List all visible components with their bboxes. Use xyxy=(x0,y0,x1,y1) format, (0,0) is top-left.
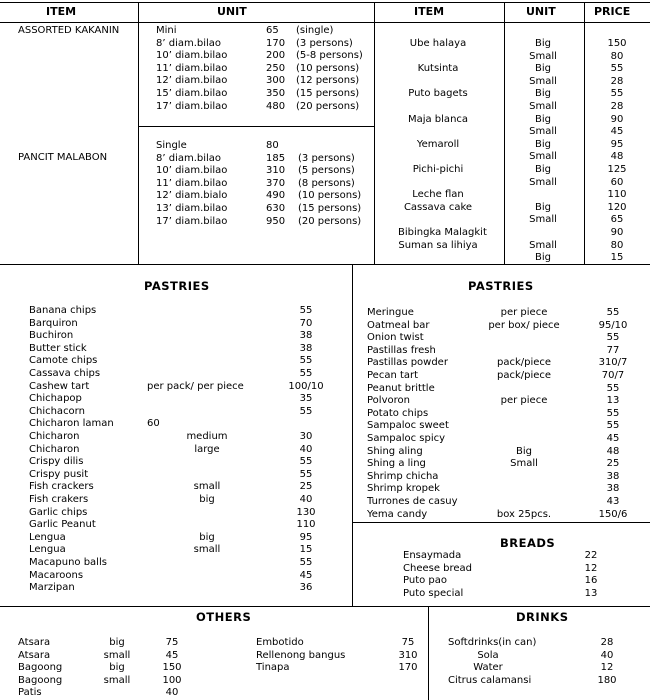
kakanin-item-row-price: 55 xyxy=(610,88,624,100)
kakanin-row-price: 250 xyxy=(266,62,286,74)
pastry-row-name: Chicharon laman xyxy=(29,418,114,430)
pastry-row-price: 95/10 xyxy=(598,319,628,331)
pancit-row-price: 370 xyxy=(266,177,286,189)
header-unit: UNIT xyxy=(217,5,247,18)
drinks-title: DRINKS xyxy=(516,610,569,624)
pancit-row-size: 8’ diam.bilao xyxy=(156,152,222,164)
pastry-row-unit: pack/piece xyxy=(496,370,552,381)
kakanin-item-row-item: Maja blanca xyxy=(407,113,469,125)
pastry-row-price: 55 xyxy=(299,456,313,468)
others-row-price: 40 xyxy=(165,687,179,699)
kakanin-item-row-price: 120 xyxy=(607,201,627,213)
kakanin-row-price: 200 xyxy=(266,50,286,62)
kakanin-item-row-item: Pichi-pichi xyxy=(412,164,464,175)
pastry-row-unit: small xyxy=(193,481,221,493)
kakanin-item-row-price: 28 xyxy=(610,101,624,112)
kakanin-item-row-unit: Small xyxy=(529,50,557,62)
pastry-row-unit: box 25pcs. xyxy=(496,508,552,520)
kakanin-item-row-price: 45 xyxy=(610,126,624,138)
pastry-row-name: Fish crackers xyxy=(29,481,94,493)
pastry-row-name: Buchiron xyxy=(29,330,74,342)
pastry-row-price: 25 xyxy=(606,458,620,470)
kakanin-row-size: Mini xyxy=(156,25,177,36)
pastry-row-price: 45 xyxy=(606,433,620,444)
kakanin-item-row-unit: Small xyxy=(529,151,557,163)
kakanin-item-row-item: Cassava cake xyxy=(403,201,473,213)
others-title: OTHERS xyxy=(196,610,252,624)
pastry-row-price: 38 xyxy=(606,483,620,495)
pancit-row-note: (3 persons) xyxy=(298,152,355,164)
pastry-row-name: Garlic chips xyxy=(29,506,88,518)
kakanin-item-row-item: Yemaroll xyxy=(416,138,460,150)
kakanin-item-row-unit: Big xyxy=(535,164,551,175)
pastry-row-unit: big xyxy=(199,531,215,543)
others-row-unit: big xyxy=(109,662,125,674)
others-row-price: 75 xyxy=(401,637,415,648)
kakanin-item-row-price: 15 xyxy=(610,252,624,264)
kakanin-row-price: 480 xyxy=(266,100,286,112)
pastry-row-name: Macapuno balls xyxy=(29,557,107,568)
kakanin-item-row-price: 60 xyxy=(610,176,624,188)
pastry-row-unit: medium xyxy=(186,431,228,442)
kakanin-item-row-unit: Big xyxy=(535,38,551,49)
drink-row-price: 12 xyxy=(600,662,614,674)
pastry-row-unit: big xyxy=(199,494,215,505)
pancit-row-price: 80 xyxy=(266,140,279,151)
kakanin-row-note: (3 persons) xyxy=(296,37,353,49)
pastry-row-price: 55 xyxy=(299,368,313,379)
others-row-name: Rellenong bangus xyxy=(256,649,346,661)
kakanin-item-row-price: 125 xyxy=(607,164,627,175)
rule-col1 xyxy=(138,2,139,264)
others-row-name: Atsara xyxy=(18,649,51,661)
bread-row-price: 16 xyxy=(584,575,598,587)
others-row-name: Patis xyxy=(18,687,42,699)
others-row-price: 45 xyxy=(165,649,179,661)
drink-row-name: Sola xyxy=(477,649,499,661)
pastry-row-name: Lengua xyxy=(29,544,66,556)
kakanin-item-row-unit: Big xyxy=(535,201,551,213)
pastry-row-unit: per piece xyxy=(500,395,548,407)
pancit-row-price: 310 xyxy=(266,165,286,177)
pastry-row-price: 55 xyxy=(299,468,313,480)
pastry-row-price: 55 xyxy=(606,307,620,318)
kakanin-row-price: 65 xyxy=(266,25,279,36)
bread-row-price: 13 xyxy=(584,587,598,599)
kakanin-row-price: 170 xyxy=(266,37,286,49)
pastry-row-unit: large xyxy=(194,443,220,455)
kakanin-row-note: (15 persons) xyxy=(296,88,360,99)
pastry-row-name: Potato chips xyxy=(367,407,429,419)
kakanin-item-row-price: 55 xyxy=(610,63,624,75)
kakanin-row-size: 8’ diam.bilao xyxy=(156,37,222,49)
kakanin-item-row-unit: Small xyxy=(529,126,557,138)
kakanin-row-size: 10’ diam.bilao xyxy=(156,50,228,62)
pastry-row-name: Lengua xyxy=(29,531,66,543)
pancit-row-note: (8 persons) xyxy=(298,177,355,189)
pastry-row-price: 35 xyxy=(299,393,313,405)
rule-top-section xyxy=(0,264,650,265)
pastry-row-price: 36 xyxy=(299,582,313,594)
pastry-row-name: Yema candy xyxy=(367,508,428,520)
pastry-row-price: 45 xyxy=(299,569,313,581)
pastry-row-unit: pack/piece xyxy=(496,357,552,369)
header-item: ITEM xyxy=(46,5,77,18)
kakanin-row-note: (single) xyxy=(296,25,334,36)
pastry-row-name: Camote chips xyxy=(29,355,98,367)
pastry-row-unit: 60 xyxy=(147,418,160,430)
pastry-row-price: 48 xyxy=(606,445,620,457)
pastry-row-price: 55 xyxy=(299,355,313,367)
pastry-row-price: 38 xyxy=(299,342,313,354)
pastry-row-name: Sampaloc spicy xyxy=(367,433,446,444)
pastry-row-name: Pastillas fresh xyxy=(367,344,436,356)
rule-breads xyxy=(352,522,650,523)
pastry-row-name: Butter stick xyxy=(29,342,87,354)
pastry-row-name: Cassava chips xyxy=(29,368,101,379)
pastry-row-price: 310/7 xyxy=(598,357,628,369)
pastry-row-price: 55 xyxy=(606,420,620,432)
pastry-row-name: Chichacorn xyxy=(29,405,85,417)
others-row-name: Embotido xyxy=(256,637,304,648)
pastry-row-name: Chicharon xyxy=(29,431,80,442)
pastry-row-price: 15 xyxy=(299,544,313,556)
pastry-row-price: 70/7 xyxy=(601,370,625,381)
pastry-row-price: 100/10 xyxy=(288,380,324,392)
kakanin-item-row-price: 90 xyxy=(610,113,624,125)
others-row-unit: big xyxy=(109,637,125,648)
others-row-name: Bagoong xyxy=(18,662,63,674)
kakanin-item-row-price: 28 xyxy=(610,75,624,87)
kakanin-row-size: 15’ diam.bilao xyxy=(156,88,228,99)
pastry-row-price: 77 xyxy=(606,344,620,356)
kakanin-item-row-price: 90 xyxy=(610,227,624,238)
kakanin-row-note: (20 persons) xyxy=(296,100,360,112)
pastry-row-price: 55 xyxy=(299,305,313,316)
others-row-name: Atsara xyxy=(18,637,51,648)
pastry-row-name: Peanut brittle xyxy=(367,382,435,394)
breads-title: BREADS xyxy=(500,536,556,550)
pastry-row-price: 55 xyxy=(606,382,620,394)
pastry-row-name: Cashew tart xyxy=(29,380,90,392)
kakanin-item-row-unit: Big xyxy=(535,63,551,75)
pancit-row-note: (10 persons) xyxy=(298,190,362,202)
pastry-row-name: Oatmeal bar xyxy=(367,319,430,331)
pastry-row-name: Shing aling xyxy=(367,445,423,457)
pastry-row-price: 95 xyxy=(299,531,313,543)
kakanin-item-row-unit: Small xyxy=(529,239,557,251)
bread-row-name: Puto pao xyxy=(403,575,448,587)
pastry-row-unit: small xyxy=(193,544,221,556)
drink-row-price: 180 xyxy=(597,674,617,686)
rule-kakanin-pancit xyxy=(138,126,374,127)
header-price: PRICE xyxy=(594,5,631,18)
kakanin-item-row-price: 48 xyxy=(610,151,624,163)
pastry-row-name: Garlic Peanut xyxy=(29,519,96,531)
others-row-price: 150 xyxy=(162,662,182,674)
kakanin-item-row-unit: Small xyxy=(529,214,557,226)
pastry-row-price: 55 xyxy=(606,407,620,419)
others-row-price: 310 xyxy=(398,649,418,661)
pancit-row-price: 950 xyxy=(266,215,286,227)
kakanin-item-row-price: 95 xyxy=(610,138,624,150)
kakanin-item-row-price: 110 xyxy=(607,189,627,201)
pastry-row-price: 38 xyxy=(606,470,620,482)
pastry-row-name: Onion twist xyxy=(367,332,424,344)
pastry-row-price: 43 xyxy=(606,496,620,507)
kakanin-row-note: (5-8 persons) xyxy=(296,50,363,62)
pastry-row-name: Shing a ling xyxy=(367,458,426,470)
drink-row-name: Softdrinks(in can) xyxy=(448,637,537,648)
pastry-row-name: Banana chips xyxy=(29,305,97,316)
kakanin-item-row-unit: Small xyxy=(529,101,557,112)
pancit-row-size: 13’ diam.bilao xyxy=(156,203,228,214)
pancit-row-price: 490 xyxy=(266,190,286,202)
bread-row-name: Puto special xyxy=(403,587,464,599)
kakanin-name: ASSORTED KAKANIN xyxy=(18,25,120,36)
pastry-row-unit: Small xyxy=(510,458,538,470)
bread-row-name: Cheese bread xyxy=(403,562,473,574)
pancit-row-note: (20 persons) xyxy=(298,215,362,227)
others-row-unit: small xyxy=(103,674,131,686)
pastry-row-price: 55 xyxy=(606,332,620,344)
pastry-row-price: 38 xyxy=(299,330,313,342)
pastry-row-name: Shrimp chicha xyxy=(367,470,439,482)
header-item-right: ITEM xyxy=(414,5,445,18)
kakanin-item-row-item: Ube halaya xyxy=(409,38,467,49)
drink-row-price: 28 xyxy=(600,637,614,648)
kakanin-item-row-unit: Small xyxy=(529,75,557,87)
pastry-row-name: Chicharon xyxy=(29,443,80,455)
pancit-row-size: 12’ diam.bialo xyxy=(156,190,228,202)
others-row-price: 170 xyxy=(398,662,418,674)
pastry-row-unit: per piece xyxy=(500,307,548,318)
kakanin-item-row-unit: Big xyxy=(535,113,551,125)
pastry-row-name: Barquiron xyxy=(29,317,78,329)
pastry-row-unit: per pack/ per piece xyxy=(147,380,244,392)
kakanin-item-row-unit: Big xyxy=(535,138,551,150)
kakanin-row-price: 300 xyxy=(266,75,286,87)
pastry-row-name: Pecan tart xyxy=(367,370,419,381)
others-row-name: Tinapa xyxy=(256,662,290,674)
pancit-row-note: (5 persons) xyxy=(298,165,355,177)
pastries-left-title: PASTRIES xyxy=(144,279,210,293)
pastry-row-name: Crispy pusit xyxy=(29,468,89,480)
pastry-row-price: 40 xyxy=(299,443,313,455)
pancit-row-size: 11’ diam.bilao xyxy=(156,177,228,189)
rule-pastries-split xyxy=(352,264,353,606)
bread-row-price: 22 xyxy=(584,550,598,561)
pastry-row-name: Macaroons xyxy=(29,569,84,581)
pastry-row-price: 40 xyxy=(299,494,313,505)
rule-top xyxy=(0,2,650,3)
drink-row-name: Citrus calamansi xyxy=(448,674,532,686)
kakanin-item-row-price: 150 xyxy=(607,38,627,49)
pastry-row-name: Meringue xyxy=(367,307,414,318)
kakanin-row-size: 17’ diam.bilao xyxy=(156,100,228,112)
pastry-row-name: Marzipan xyxy=(29,582,75,594)
drink-row-price: 40 xyxy=(600,649,614,661)
rule-others xyxy=(0,606,650,607)
pancit-name: PANCIT MALABON xyxy=(18,152,108,163)
pastry-row-price: 55 xyxy=(299,405,313,417)
pancit-row-size: 17’ diam.bilao xyxy=(156,215,228,227)
kakanin-item-row-item: Kutsinta xyxy=(417,63,459,75)
kakanin-row-size: 11’ diam.bilao xyxy=(156,62,228,74)
pastry-row-name: Fish crakers xyxy=(29,494,89,505)
pastry-row-price: 55 xyxy=(299,557,313,568)
kakanin-item-row-price: 80 xyxy=(610,50,624,62)
pastry-row-name: Polvoron xyxy=(367,395,410,407)
pancit-row-size: 10’ diam.bilao xyxy=(156,165,228,177)
kakanin-item-row-unit: Big xyxy=(535,252,551,264)
kakanin-item-row-item: Puto bagets xyxy=(408,88,468,100)
pancit-row-price: 630 xyxy=(266,203,286,214)
pastry-row-price: 70 xyxy=(299,317,313,329)
pastry-row-name: Turrones de casuy xyxy=(367,496,458,507)
pastry-row-price: 150/6 xyxy=(598,508,628,520)
header-unit-right: UNIT xyxy=(526,5,556,18)
others-row-price: 75 xyxy=(165,637,179,648)
pastry-row-price: 130 xyxy=(296,506,316,518)
others-row-price: 100 xyxy=(162,674,182,686)
kakanin-item-row-item: Leche flan xyxy=(412,189,464,201)
others-row-name: Bagoong xyxy=(18,674,63,686)
pancit-row-size: Single xyxy=(156,140,187,151)
pastry-row-price: 30 xyxy=(299,431,313,442)
kakanin-item-row-item: Suman sa lihiya xyxy=(398,239,478,251)
pastry-row-name: Shrimp kropek xyxy=(367,483,440,495)
kakanin-item-row-price: 80 xyxy=(610,239,624,251)
pancit-row-price: 185 xyxy=(266,152,286,164)
pastry-row-price: 110 xyxy=(296,519,316,531)
pastry-row-price: 25 xyxy=(299,481,313,493)
kakanin-row-note: (10 persons) xyxy=(296,62,360,74)
kakanin-row-note: (12 persons) xyxy=(296,75,360,87)
pancit-row-note: (15 persons) xyxy=(298,203,362,214)
kakanin-item-row-unit: Small xyxy=(529,176,557,188)
pastry-row-price: 13 xyxy=(606,395,620,407)
kakanin-item-row-unit: Big xyxy=(535,88,551,100)
rule-col-mid xyxy=(374,2,375,264)
bread-row-name: Ensaymada xyxy=(403,550,462,561)
pastry-row-name: Pastillas powder xyxy=(367,357,448,369)
pastry-row-name: Sampaloc sweet xyxy=(367,420,449,432)
kakanin-row-price: 350 xyxy=(266,88,286,99)
kakanin-item-row-item: Bibingka Malagkit xyxy=(398,227,487,238)
drink-row-name: Water xyxy=(473,662,503,674)
pastry-row-name: Chichapop xyxy=(29,393,82,405)
pastries-right-title: PASTRIES xyxy=(468,279,534,293)
pastry-row-unit: Big xyxy=(516,445,532,457)
bread-row-price: 12 xyxy=(584,562,598,574)
pastry-row-name: Crispy dilis xyxy=(29,456,84,468)
others-row-unit: small xyxy=(103,649,131,661)
kakanin-item-row-price: 65 xyxy=(610,214,624,226)
kakanin-row-size: 12’ diam.bilao xyxy=(156,75,228,87)
pastry-row-unit: per box/ piece xyxy=(488,319,560,331)
rule-header xyxy=(0,22,650,23)
